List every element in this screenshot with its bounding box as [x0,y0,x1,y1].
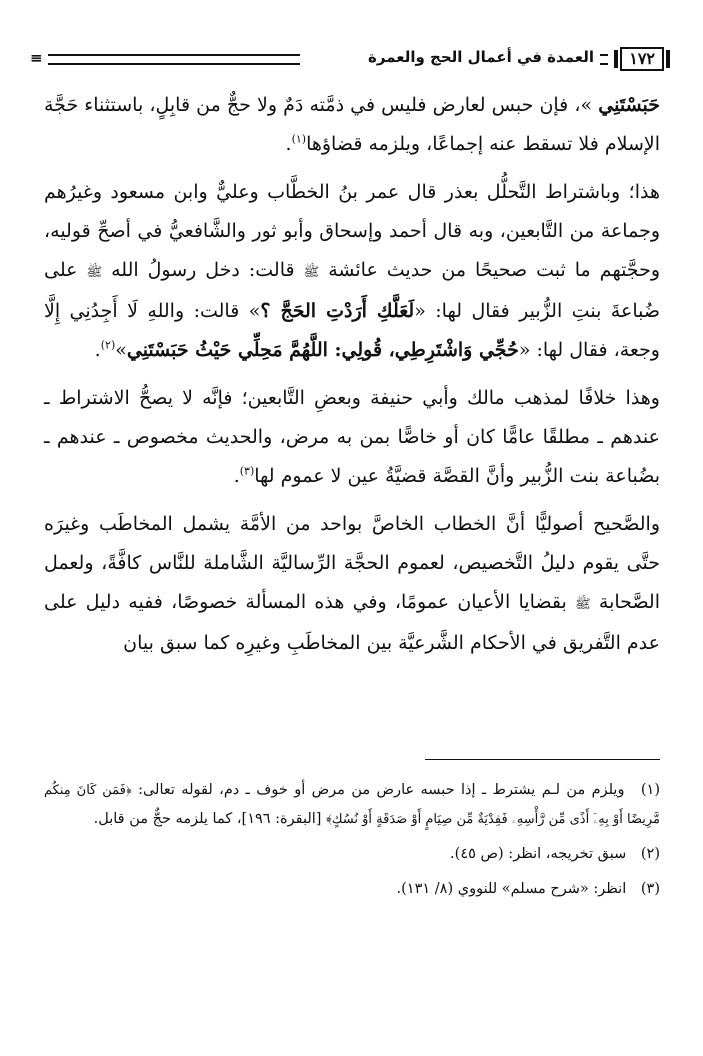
paragraph-3 [44,379,660,496]
header-bar-decoration [666,50,670,68]
sentence-end: . [285,133,292,155]
hadith-quote: حُجِّي وَاشْتَرِطِي، قُولِي: اللَّهُمَّ مَحِلِّي حَيْثُ حَبَسْتَنِي [126,339,519,361]
hadith-quote: لَعَلَّكِ أَرَدْتِ الحَجَّ ؟ [260,300,415,322]
footnote-separator [425,759,660,760]
paragraph-text: هذا؛ وباشتراط التَّحلُّل بعذر قال عمر بنُ الخطَّاب وعليٌّ وابن مسعود وغيرُهم وجماعة من التَّابعين، وبه قال أحمد وإسحاق وأبو ثور والشَّافعيُّ في أصحِّ قوليه، وحجَّتهم ما ثبت صحيحًا من حديث عائشة [44,181,660,281]
paragraph-text: »، فإن حبس لعارض فليس في ذمَّته دَمٌ ولا حجٌّ من قابِلٍ، باستثناء حَجَّة الإسلام فلا تسقط عنه إجماعًا، ويلزمه قضاؤها [44,94,660,155]
footnote-number: (٢) [640,846,660,862]
header-bar-decoration [614,50,618,68]
footnote-3 [44,875,660,904]
main-text [44,86,660,663]
paragraph-text: على ضُباعةَ بنتِ الزُّبير فقال لها: « [44,259,660,322]
hadith-fragment: حَبَسْتَنِي [598,94,660,116]
running-header [30,46,670,72]
page-number-block [612,46,670,72]
quran-verse: ﴿فَمَن كَانَ مِنكُم مَّرِيضًا أَوْ بِهِۦٓ أَذًى مِّن رَّأْسِهِۦ فَفِدْيَةٌ مِّن صِيَامٍ أَوْ صَدَقَةٍ أَوْ نُسُكٍ﴾ [44,783,660,827]
footnote-text: سبق تخريجه، انظر: (ص ٤٥). [450,846,627,862]
sentence-end: . [94,339,101,361]
footnote-text: انظر: «شرح مسلم» للنووي (٨/ ١٣١). [396,881,627,897]
header-double-rule [600,54,608,65]
page-number: ١٧٢ [620,47,664,71]
footnote-ref-2[interactable]: (٢) [100,338,116,352]
sentence-end: . [233,465,240,487]
footnote-2 [44,840,660,869]
footnote-number: (٣) [640,881,660,897]
paragraph-2 [44,173,660,370]
footnote-text: [البقرة: ١٩٦]، كما يلزمه حجٌّ من قابل. [93,811,322,827]
footnotes [44,776,660,910]
salutation-icon: ﷺ [86,265,103,280]
header-ornament-icon: ≡ [30,49,43,67]
salutation-icon: ﷺ [303,265,320,280]
paragraph-text: » قالت: واللهِ لَا أَجِدُنِي إِلَّا وجعة، فقال لها: « [44,300,660,361]
footnote-ref-1[interactable]: (١) [291,132,307,146]
running-title: العمدة في أعمال الحج والعمرة [368,48,594,66]
paragraph-1 [44,86,660,164]
footnote-1 [44,776,660,834]
paragraph-text: وهذا خلافًا لمذهب مالك وأبي حنيفة وبعضِ التَّابعين؛ فإنَّه لا يصحُّ الاشتراط ـ عندهم ـ مطلقًا عامًّا كان أو خاصًّا بمن به مرض، والحديث مخصوص ـ عندهم ـ بضُباعة بنت الزُّبير وأنَّ القصَّة قضيَّةُ عين لا عموم لها [44,387,660,487]
header-double-rule [48,54,300,65]
footnote-text: ويلزم من لـم يشترط ـ إذا حبسه عارض من مرض أو خوف ـ دم، لقوله تعالى: [138,782,625,798]
footnote-number: (١) [640,782,660,798]
footnote-ref-3[interactable]: (٣) [239,464,255,478]
paragraph-4 [44,505,660,663]
salutation-icon: ﷺ [574,597,591,612]
paragraph-text: بقضايا الأعيان عمومًا، وفي هذه المسألة خصوصًا، ففيه دليل على عدم التَّفريق في الأحكام الشَّرعيَّة بين المخاطَبِ وغيرِه كما سبق بيان [44,591,660,654]
paragraph-text: والصَّحيح أصوليًّا أنَّ الخطاب الخاصَّ بواحد من الأمَّة يشمل المخاطَب وغيرَه حتَّى يقوم دليلُ التَّخصيص، لعموم الحجَّة الرِّساليَّة الشَّاملة للنَّاس كافَّةً، ولعمل الصَّحابة [44,513,660,613]
quote-close: » [115,339,127,361]
paragraph-text: قالت: دخل رسولُ الله [111,259,295,281]
